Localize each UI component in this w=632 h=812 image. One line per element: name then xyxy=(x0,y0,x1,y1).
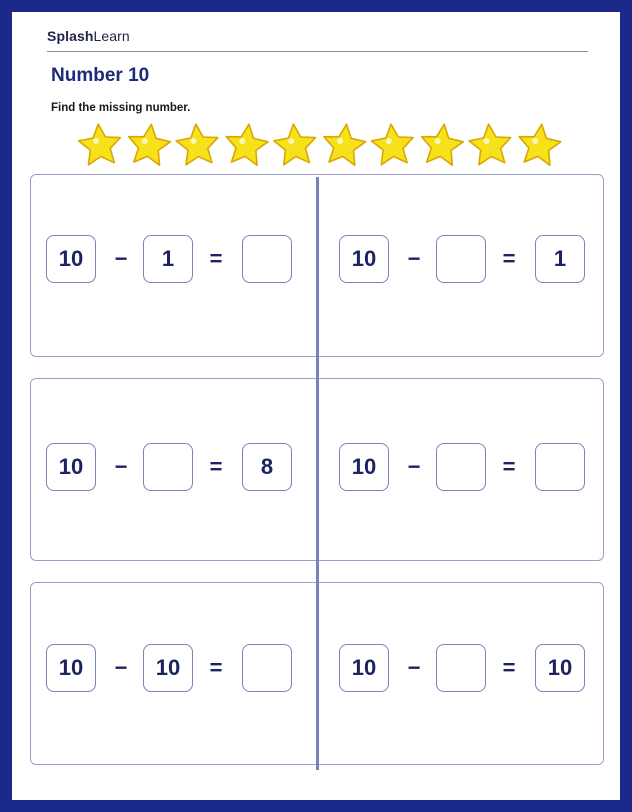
star-icon xyxy=(422,124,464,165)
equals-sign: = xyxy=(209,454,223,479)
number-box: 10 xyxy=(46,644,96,692)
star-icon xyxy=(519,124,561,165)
answer-box[interactable] xyxy=(143,443,193,491)
number-box: 10 xyxy=(339,235,389,283)
header-divider xyxy=(47,51,588,52)
star-icon xyxy=(226,124,268,165)
star-icon xyxy=(129,124,171,165)
number-box[interactable]: 1 xyxy=(535,235,585,283)
star-icon xyxy=(274,124,316,165)
number-box[interactable]: 10 xyxy=(535,644,585,692)
star-highlight xyxy=(435,138,441,144)
number-box: 10 xyxy=(339,443,389,491)
minus-sign: − xyxy=(114,655,128,680)
minus-sign: − xyxy=(407,246,421,271)
answer-box[interactable] xyxy=(535,443,585,491)
star-highlight xyxy=(142,138,148,144)
stars-row xyxy=(76,120,566,174)
star-highlight xyxy=(239,138,245,144)
minus-sign: − xyxy=(114,246,128,271)
equals-sign: = xyxy=(502,655,516,680)
star-highlight xyxy=(532,138,538,144)
answer-box[interactable] xyxy=(436,443,486,491)
equals-sign: = xyxy=(209,655,223,680)
minus-sign: − xyxy=(407,655,421,680)
column-divider xyxy=(316,177,319,770)
star-icon xyxy=(469,124,511,165)
star-highlight xyxy=(191,138,197,144)
number-box: 10 xyxy=(46,235,96,283)
equals-sign: = xyxy=(502,246,516,271)
number-box: 10 xyxy=(46,443,96,491)
answer-box[interactable] xyxy=(436,644,486,692)
star-icon xyxy=(371,124,413,165)
equals-sign: = xyxy=(502,454,516,479)
answer-box[interactable] xyxy=(242,644,292,692)
worksheet xyxy=(10,10,622,802)
page-title: Number 10 xyxy=(51,65,150,86)
minus-sign: − xyxy=(407,454,421,479)
star-icon xyxy=(79,124,121,165)
number-box[interactable]: 10 xyxy=(143,644,193,692)
number-box: 10 xyxy=(339,644,389,692)
brand-logo: SplashLearn xyxy=(47,28,130,44)
star-icon xyxy=(324,124,366,165)
equals-sign: = xyxy=(209,246,223,271)
star-highlight xyxy=(483,138,489,144)
answer-box[interactable] xyxy=(436,235,486,283)
minus-sign: − xyxy=(114,454,128,479)
star-icon xyxy=(176,124,218,165)
answer-box[interactable] xyxy=(242,235,292,283)
star-highlight xyxy=(337,138,343,144)
instruction-text: Find the missing number. xyxy=(51,102,191,114)
star-highlight xyxy=(93,138,99,144)
number-box[interactable]: 1 xyxy=(143,235,193,283)
number-box[interactable]: 8 xyxy=(242,443,292,491)
star-highlight xyxy=(386,138,392,144)
star-highlight xyxy=(288,138,294,144)
